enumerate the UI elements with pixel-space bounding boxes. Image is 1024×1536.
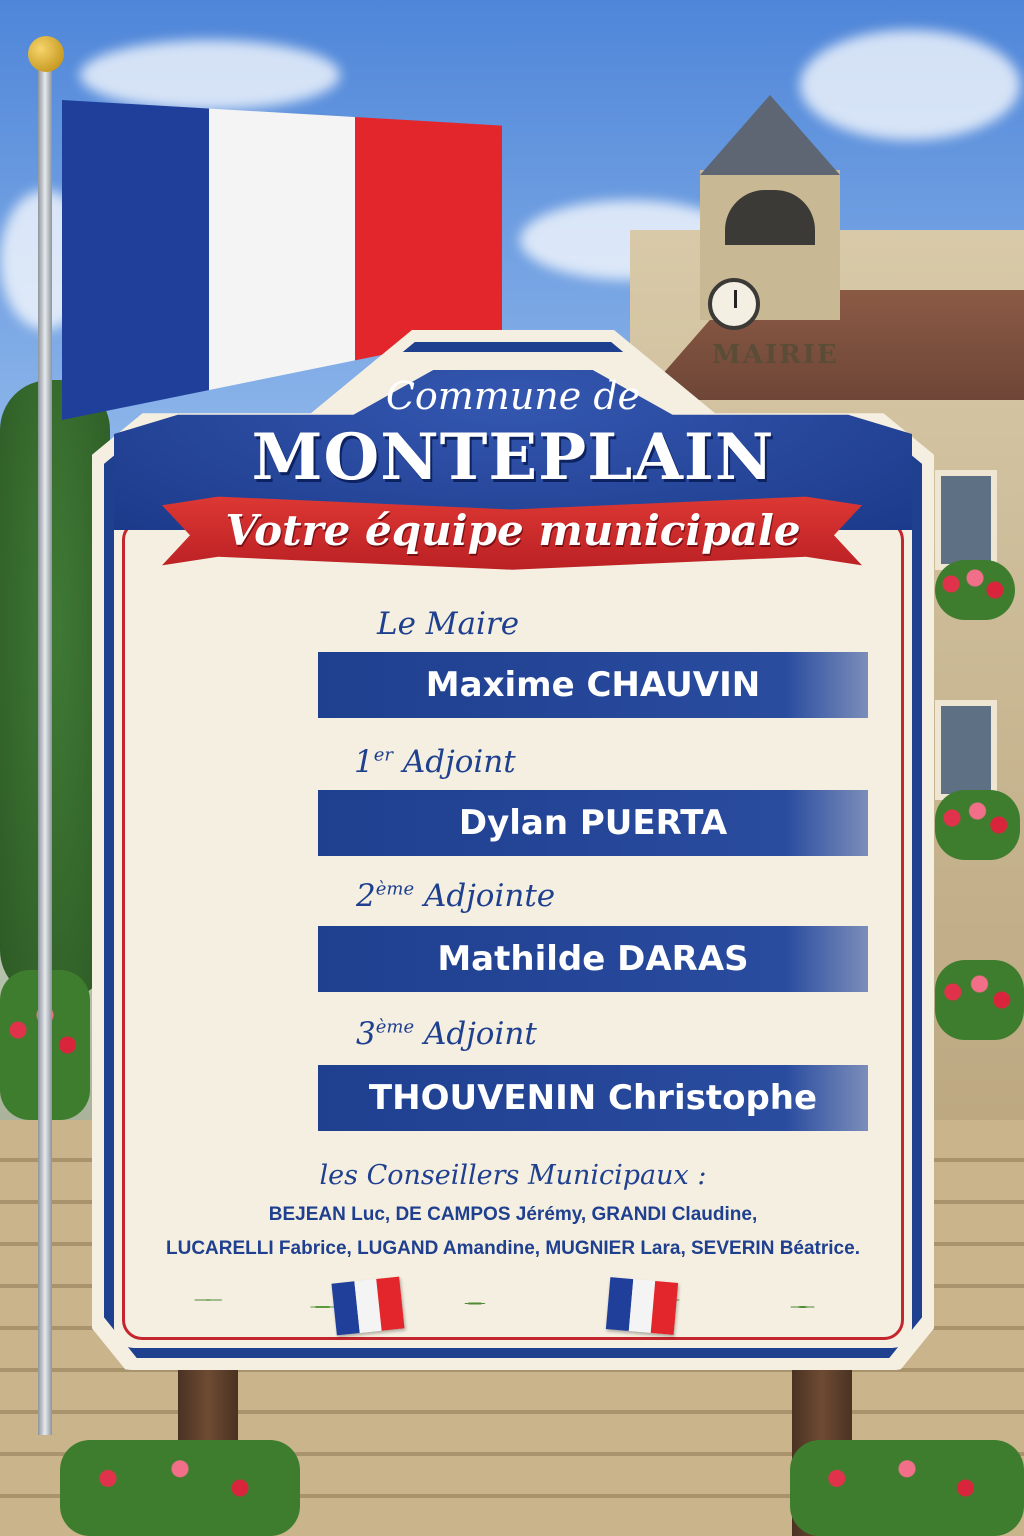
flower-box [935, 790, 1020, 860]
flag-pole-finial [28, 36, 64, 72]
name-first-deputy: Dylan PUERTA [318, 790, 868, 856]
cloud [800, 30, 1020, 140]
role-first-deputy [354, 744, 516, 780]
role-label: Adjoint [414, 1016, 537, 1052]
name-third-deputy: THOUVENIN Christophe [318, 1065, 868, 1131]
name-mayor: Maxime CHAUVIN [318, 652, 868, 718]
flower-bed [60, 1440, 300, 1536]
role-label: Adjointe [414, 878, 556, 914]
role-number: 1 [354, 744, 374, 780]
window [935, 700, 997, 800]
town-name: MONTEPLAIN [251, 420, 775, 495]
flag-pole [38, 55, 52, 1435]
clock-icon [708, 278, 760, 330]
flower-bed [790, 1440, 1024, 1536]
role-mayor [377, 606, 519, 642]
small-french-flag-icon [331, 1277, 404, 1336]
small-french-flag-icon [606, 1277, 678, 1335]
role-third-deputy [356, 1016, 537, 1052]
leaf-garland [132, 1265, 894, 1335]
role-number: 3 [356, 1016, 376, 1052]
flower-box [935, 960, 1024, 1040]
flower-box [935, 560, 1015, 620]
name-second-deputy: Mathilde DARAS [318, 926, 868, 992]
role-ordinal: ème [375, 878, 415, 900]
role-ordinal: ème [375, 1016, 415, 1038]
council-title: les Conseillers Municipaux : [319, 1160, 707, 1191]
commune-label: Commune de [385, 374, 641, 418]
role-second-deputy [356, 878, 555, 914]
role-ordinal: er [373, 744, 393, 766]
window [935, 470, 997, 570]
role-label: Adjoint [393, 744, 516, 780]
sign-subtitle: Votre équipe municipale [225, 506, 801, 555]
role-label: Le Maire [377, 606, 520, 642]
municipal-team-sign [92, 330, 934, 1370]
council-members-line-2: LUCARELLI Fabrice, LUGAND Amandine, MUGNIER Lara, SEVERIN Béatrice. [166, 1238, 860, 1259]
mairie-inscription: MAIRIE [712, 340, 839, 370]
cloud [80, 40, 340, 110]
council-members-line-1: BEJEAN Luc, DE CAMPOS Jérémy, GRANDI Claudine, [268, 1204, 758, 1225]
role-number: 2 [356, 878, 376, 914]
